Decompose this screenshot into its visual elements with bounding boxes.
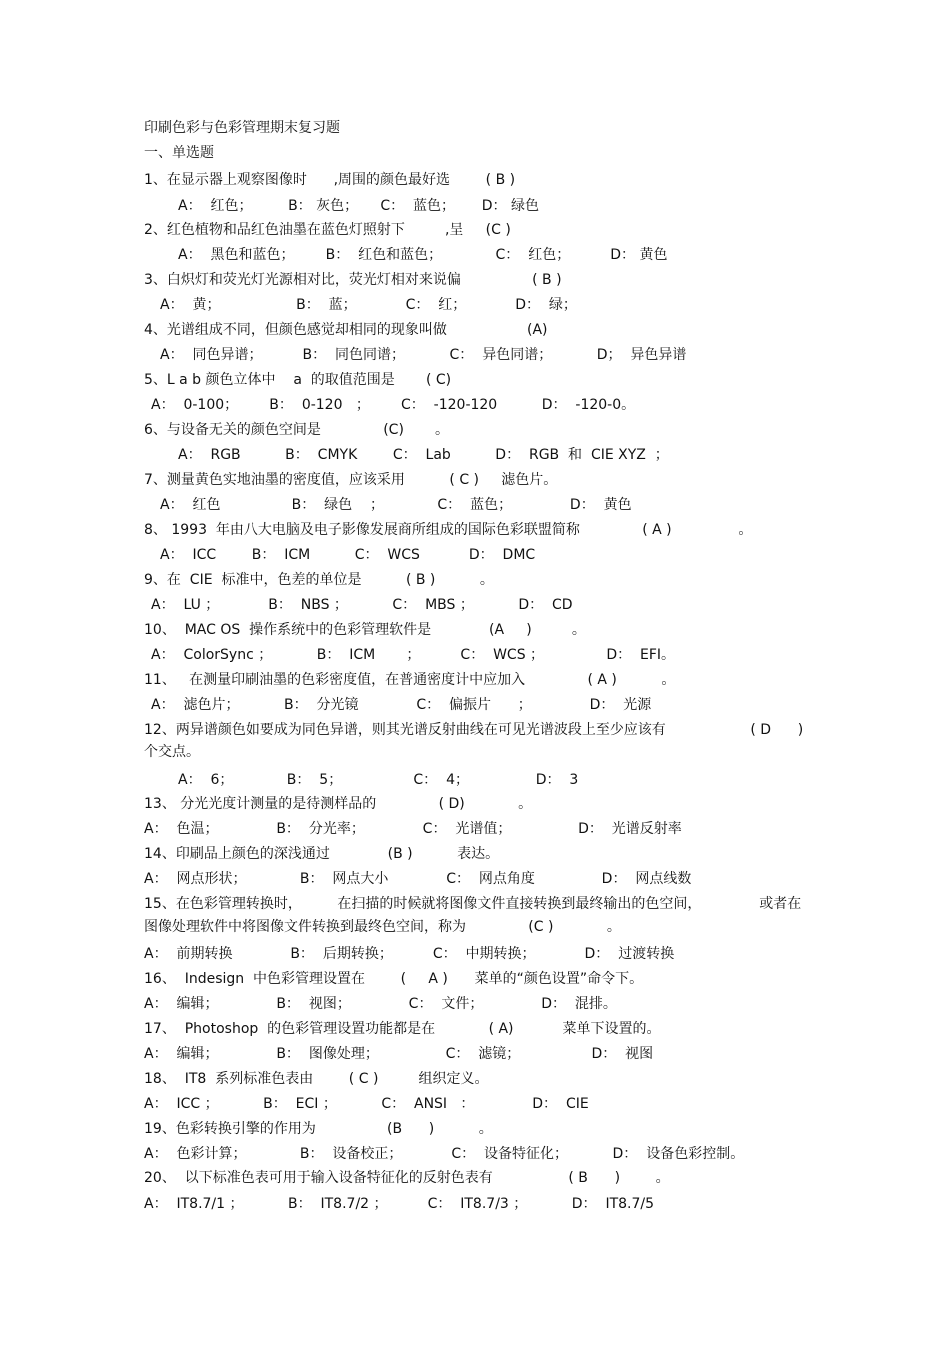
options-4: A： 同色异谱； B： 同色同谱； C： 异色同谱； D； 异色异谱	[160, 347, 687, 363]
question-6: 6、与设备无关的颜色空间是 (C) 。	[144, 422, 450, 438]
question-4: 4、光谱组成不同，但颜色感觉却相同的现象叫做 (A)	[144, 322, 548, 338]
question-11: 11、 在测量印刷油墨的色彩密度值，在普通密度计中应加入 ( A ) 。	[144, 672, 676, 688]
question-12: 12、两异谱颜色如要成为同色异谱，则其光谱反射曲线在可见光谱波段上至少应该有 ( D )	[144, 722, 804, 738]
question-13: 13、 分光光度计测量的是待测样品的 ( D) 。	[144, 796, 533, 812]
question-2: 2、红色植物和品红色油墨在蓝色灯照射下 ,呈 (C )	[144, 222, 511, 238]
question-3: 3、白炽灯和荧光灯光源相对比，荧光灯相对来说偏 ( B )	[144, 272, 562, 288]
options-7: A： 红色 B： 绿色 ； C： 蓝色； D： 黄色	[160, 497, 632, 513]
question-9: 9、在 CIE 标准中，色差的单位是 ( B ) 。	[144, 572, 494, 588]
options-12: A： 6； B： 5； C： 4； D： 3	[178, 772, 579, 788]
options-3: A： 黄； B： 蓝； C： 红； D： 绿；	[160, 297, 577, 313]
options-6: A： RGB B： CMYK C： Lab D： RGB 和 CIE XYZ ；	[178, 447, 669, 463]
options-20: A： IT8.7/1 ； B： IT8.7/2 ； C： IT8.7/3 ； D： IT8.7/5	[144, 1196, 655, 1212]
document-title: 印刷色彩与色彩管理期末复习题	[144, 120, 340, 136]
question-15: 15、在色彩管理转换时， 在扫描的时候就将图像文件直接转换到最终输出的色空间， 或者在	[144, 896, 802, 912]
options-9: A： LU ； B： NBS ； C： MBS ； D： CD	[151, 597, 573, 613]
options-17: A： 编辑； B： 图像处理； C： 滤镜； D： 视图	[144, 1046, 654, 1062]
question-15-cont: 图像处理软件中将图像文件转换到最终色空间，称为 (C ) 。	[144, 919, 621, 935]
question-10: 10、 MAC OS 操作系统中的色彩管理软件是 (A ) 。	[144, 622, 586, 638]
options-16: A： 编辑； B： 视图； C： 文件； D： 混排。	[144, 996, 617, 1012]
options-13: A： 色温； B： 分光率； C： 光谱值； D： 光谱反射率	[144, 821, 682, 837]
question-16: 16、 Indesign 中色彩管理设置在 ( A ) 菜单的“颜色设置”命令下。	[144, 971, 644, 987]
options-18: A： ICC ； B： ECI ； C： ANSI ： D： CIE	[144, 1096, 589, 1112]
options-19: A： 色彩计算； B： 设备校正； C： 设备特征化； D： 设备色彩控制。	[144, 1146, 745, 1162]
question-7: 7、测量黄色实地油墨的密度值，应该采用 ( C ) 滤色片。	[144, 472, 558, 488]
options-14: A： 网点形状； B： 网点大小 C： 网点角度 D： 网点线数	[144, 871, 692, 887]
question-1: 1、在显示器上观察图像时 ,周围的颜色最好选 ( B )	[144, 172, 516, 188]
question-14: 14、印刷品上颜色的深浅通过 (B ) 表达。	[144, 846, 500, 862]
question-5: 5、L a b 颜色立体中 a 的取值范围是 ( C)	[144, 372, 452, 388]
options-11: A： 滤色片； B： 分光镜 C： 偏振片 ； D： 光源	[151, 697, 652, 713]
question-8: 8、 1993 年由八大电脑及电子影像发展商所组成的国际色彩联盟简称 ( A ) 。	[144, 522, 753, 538]
question-12-cont: 个交点。	[144, 744, 200, 760]
question-17: 17、 Photoshop 的色彩管理设置功能都是在 ( A) 菜单下设置的。	[144, 1021, 661, 1037]
options-2: A： 黑色和蓝色； B： 红色和蓝色； C： 红色； D： 黄色	[178, 247, 668, 263]
options-1: A： 红色； B： 灰色； C： 蓝色； D： 绿色	[178, 198, 539, 214]
options-10: A： ColorSync ； B： ICM ； C： WCS ； D： EFI。	[151, 647, 676, 663]
options-8: A： ICC B： ICM C： WCS D： DMC	[160, 547, 536, 563]
question-18: 18、 IT8 系列标准色表由 ( C ) 组织定义。	[144, 1071, 489, 1087]
options-5: A： 0-100； B： 0-120 ； C： -120-120 D： -120-0。	[151, 397, 636, 413]
question-19: 19、色彩转换引擎的作用为 (B ) 。	[144, 1121, 493, 1137]
options-15: A： 前期转换 B： 后期转换； C： 中期转换； D： 过渡转换	[144, 946, 675, 962]
question-20: 20、 以下标准色表可用于输入设备特征化的反射色表有 ( B ) 。	[144, 1170, 670, 1186]
section-heading: 一、单选题	[144, 145, 214, 161]
